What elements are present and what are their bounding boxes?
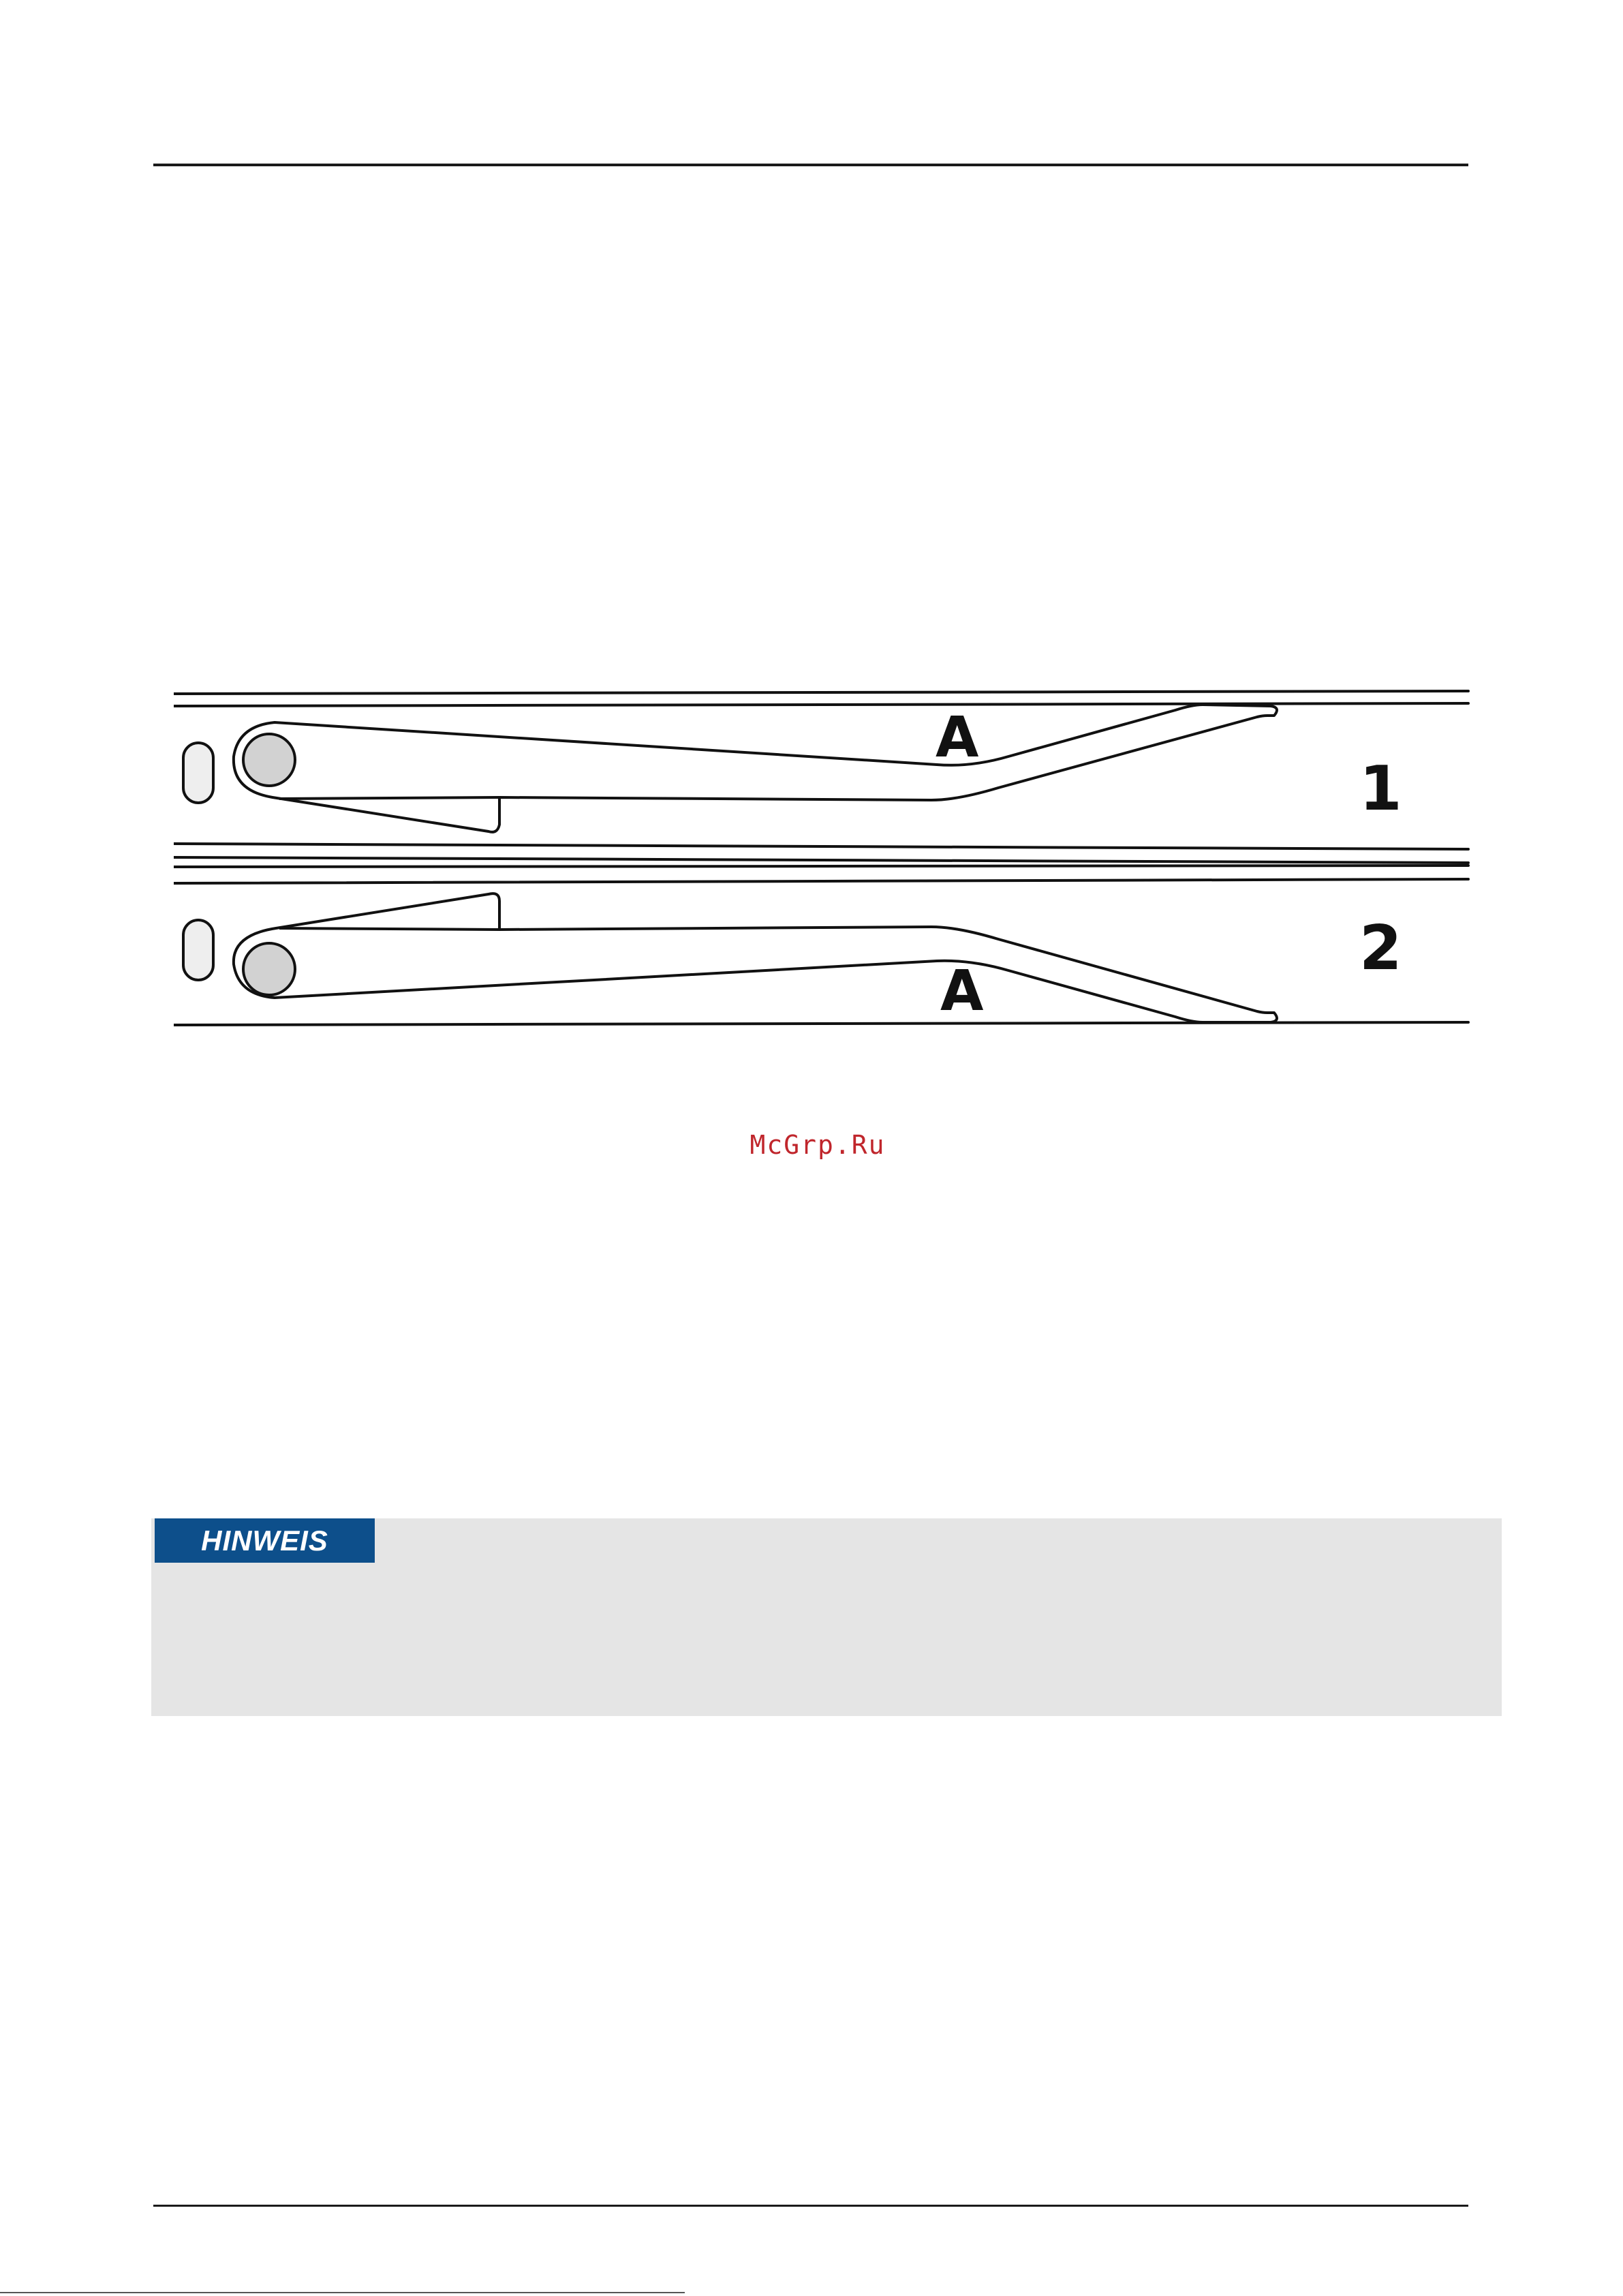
panel-1-bottom-line xyxy=(174,844,1468,849)
panel-2-number: 2 xyxy=(1359,913,1402,984)
panel-1-wiper-arm xyxy=(183,705,1277,832)
panel-1-pivot xyxy=(243,734,295,786)
panel-divider-b xyxy=(174,866,1468,867)
panel-2-pivot xyxy=(243,943,295,995)
notice-box xyxy=(151,1518,1502,1716)
panel-2-arm-outline xyxy=(234,893,1277,1022)
panel-1-arm-outline xyxy=(234,705,1277,832)
wiper-arm-illustration xyxy=(174,688,1472,1029)
panel-1-number: 1 xyxy=(1359,753,1402,825)
panel-1-slot xyxy=(183,743,213,803)
panel-divider-a xyxy=(174,857,1468,863)
panel-1-part-label: A xyxy=(936,705,979,770)
footer-bottom-rule xyxy=(0,2292,685,2293)
notice-label: HINWEIS xyxy=(155,1518,375,1563)
panel-2-wiper-arm xyxy=(183,893,1277,1022)
panel-2-part-label: A xyxy=(940,959,984,1024)
footer-rule xyxy=(153,2205,1468,2207)
panel-1-top-line-a xyxy=(174,691,1468,694)
panel-2-slot xyxy=(183,920,213,980)
watermark-text[interactable]: McGrp.Ru xyxy=(749,1130,886,1160)
header-rule xyxy=(153,164,1468,166)
panel-2-top-line xyxy=(174,879,1468,883)
